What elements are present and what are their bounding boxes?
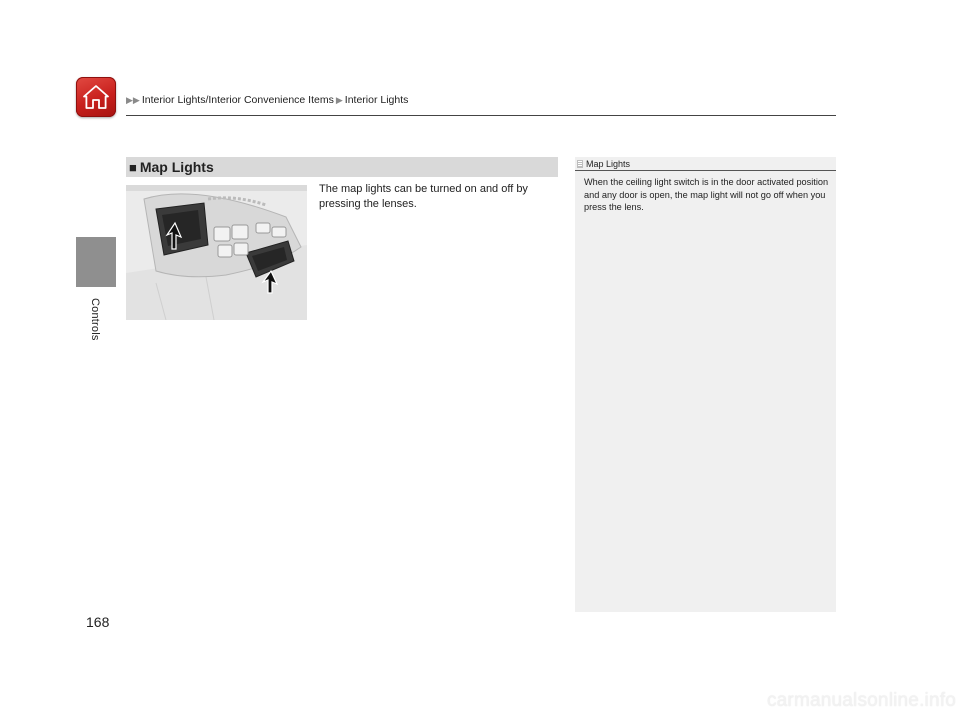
note-header: [575, 157, 836, 171]
breadcrumb-link-interior-lights[interactable]: Interior Lights: [344, 94, 409, 106]
breadcrumb-link-interior-convenience[interactable]: Interior Lights/Interior Convenience Items: [141, 94, 334, 106]
home-icon: [82, 84, 110, 110]
note-body: When the ceiling light switch is in the door activated position and any door is open, the map light will not go off when you press the lens.: [584, 177, 829, 212]
map-lights-illustration: [126, 185, 307, 320]
page-number: 168: [86, 614, 110, 630]
breadcrumb-arrow-icon: ▶▶: [126, 94, 140, 105]
left-map-light-lens: [156, 203, 208, 255]
reference-icon: [577, 160, 583, 168]
section-tab-label: Controls: [89, 298, 101, 341]
note-panel: [575, 157, 836, 612]
watermark: carmanualsonline.info: [766, 690, 956, 711]
header-divider: [126, 115, 836, 116]
home-button[interactable]: [76, 77, 116, 117]
square-bullet-icon: ■: [129, 159, 137, 175]
section-title: Map Lights: [139, 159, 214, 175]
section-tab: [76, 237, 116, 287]
note-title: Map Lights: [586, 158, 631, 169]
breadcrumb: [126, 94, 408, 106]
breadcrumb-arrow-icon: ▶: [335, 94, 343, 105]
map-lights-description: The map lights can be turned on and off by pressing the lenses.: [319, 183, 528, 210]
section-heading: [126, 157, 558, 177]
